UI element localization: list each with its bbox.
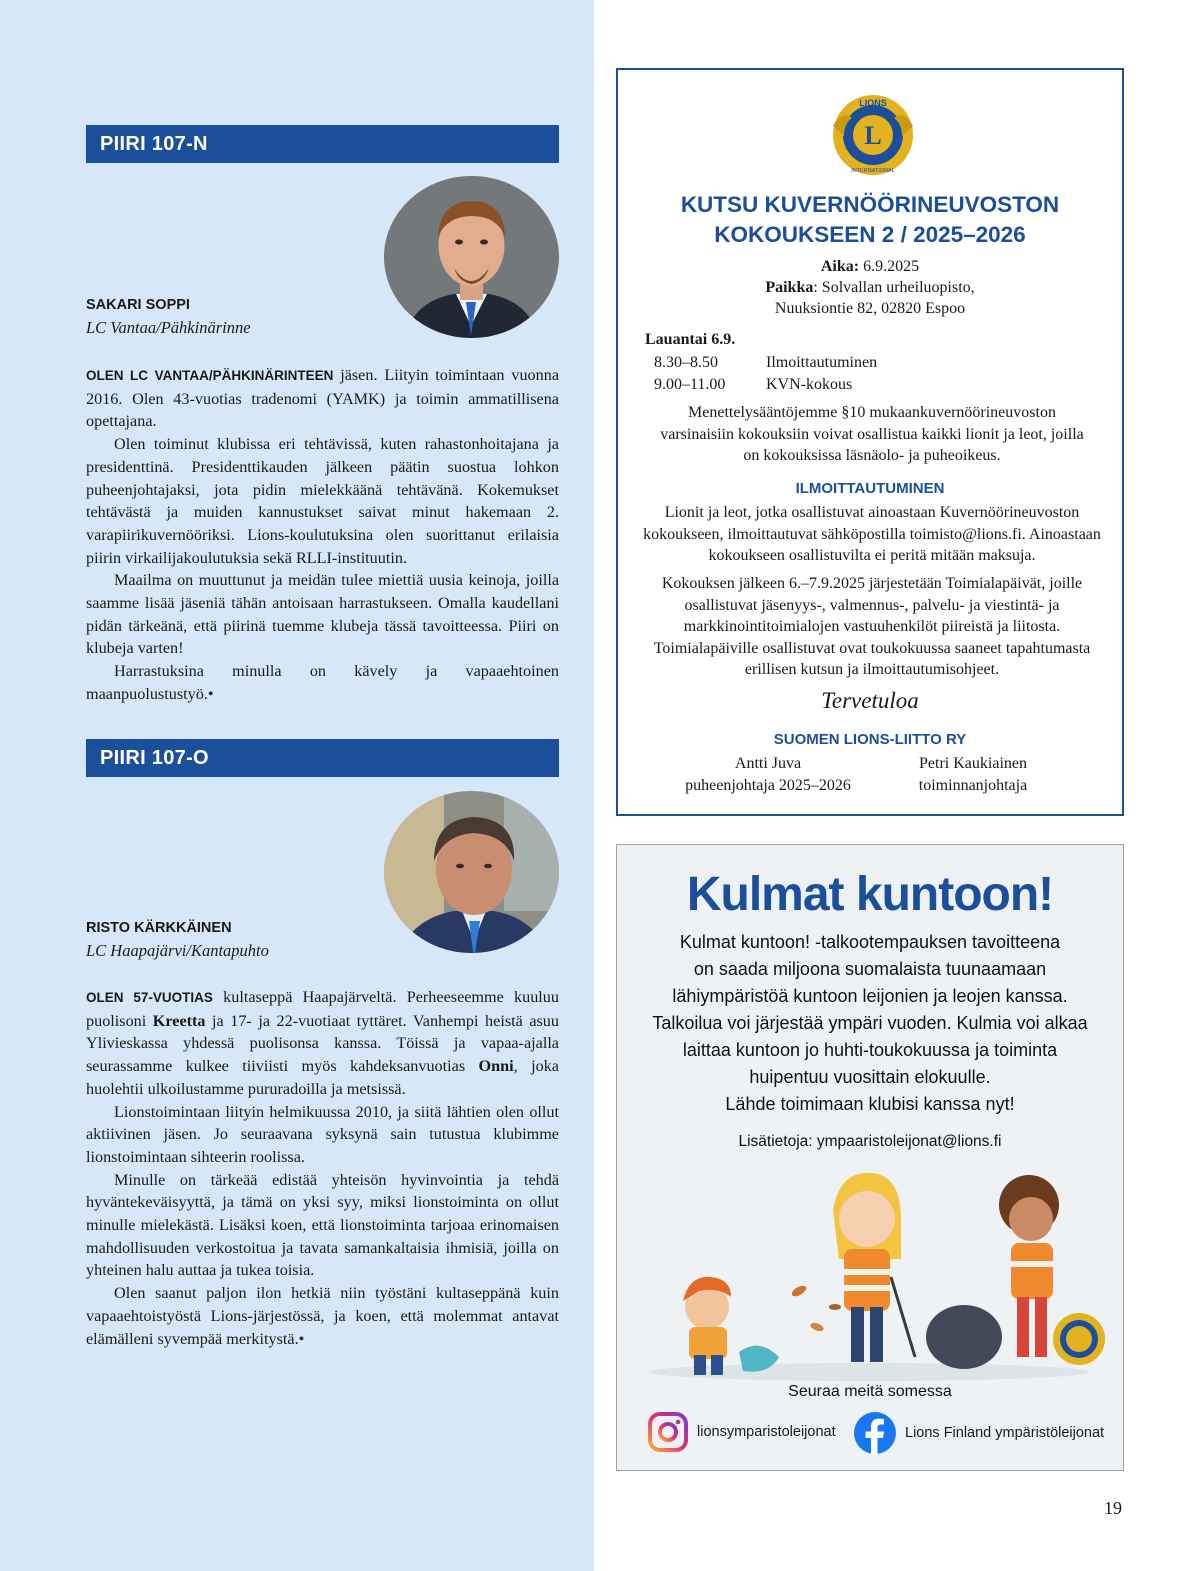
person-club-risto-karkkainen: LC Haapajärvi/Kantapuhto [86, 941, 269, 960]
facebook-handle: Lions Finland ympäristöleijonat [905, 1425, 1105, 1441]
schedule-time: 9.00–11.00 [654, 375, 726, 393]
section-bar-piiri-107-n: PIIRI 107-N [86, 125, 559, 163]
registration-heading: ILMOITTAUTUMINEN [795, 480, 945, 497]
campaign-line: on saada miljoona suomalaista tuunaamaan [693, 959, 1047, 979]
meeting-date [618, 256, 1122, 278]
instagram-link[interactable] [647, 1411, 836, 1453]
meeting-address: Nuuksiontie 82, 02820 Espoo [774, 300, 966, 317]
signature-name: Petri Kaukiainen [919, 755, 1027, 772]
schedule-time: 8.30–8.50 [654, 354, 718, 371]
signature-chair [658, 753, 878, 797]
article-text: ja 17- ja 22-vuotiaat tyttäret. Vanhempi heistä asuu Ylivieskassa yhdessä puolisonsa kanssa. Töissä ja vapaa-ajalla seurassamme kulkee tiiviisti myös kahdeksanvuotias [86, 1011, 559, 1076]
article-paragraph: Maailma on muuttunut ja meidän tulee miettiä uusia keinoja, joilla saamme lisää jäseniä tähän antoisaan harrastukseen. Omalla kaudellani pidän tärkeänä, että piirinä tuemme klubeja tässä tavoitteessa. Piiri on klubeja varten! [86, 571, 559, 658]
article-name-onni: Onni [478, 1057, 514, 1076]
article-paragraph [86, 364, 559, 433]
person-name-risto-karkkainen: RISTO KÄRKKÄINEN [86, 920, 232, 936]
svg-text:INTERNATIONAL: INTERNATIONAL [851, 168, 895, 174]
campaign-info-email[interactable]: Lisätietoja: ympaaristoleijonat@lions.fi [738, 1133, 1002, 1150]
date-label: Aika: [820, 258, 860, 275]
campaign-box [616, 844, 1124, 1471]
campaign-title: Kulmat kuntoon! [686, 868, 1054, 921]
meeting-place [618, 277, 1122, 299]
campaign-line: laittaa kuntoon jo huhti-toukokuussa ja toiminta [682, 1040, 1058, 1060]
person-name-sakari-soppi: SAKARI SOPPI [86, 297, 190, 313]
svg-text:LIONS: LIONS [859, 98, 887, 108]
signature-director [888, 753, 1058, 797]
place-label: Paikka [765, 279, 814, 296]
article-text: jäsen. Liityin toimintaan vuonna 2016. Olen 43-vuotias tradenomi (YAMK) ja toimin ammatillisena opettajana. [86, 366, 560, 431]
date-value: 6.9.2025 [859, 258, 920, 275]
lions-logo-icon [830, 92, 916, 178]
place-value: : Solvallan urheiluopisto, [813, 279, 975, 296]
article-lead: OLEN LC VANTAA/PÄHKINÄRINTEEN [86, 368, 334, 383]
after-meeting-text: Kokouksen jälkeen 6.–7.9.2025 järjestetään Toimialapäivät, joille osallistuvat jäsenyys-, valmennus-, palvelu- ja viestintä- ja markkinointitoimialojen vastuuhenkilöt piireistä ja liitosta. Toimialapäiville osallistuvat ovat toukokuussa saaneet tapahtumasta erillisen kutsun ja ilmoittautumisohjeet. [653, 575, 1091, 678]
section-bar-piiri-107-o: PIIRI 107-O [86, 739, 559, 777]
invitation-box [616, 68, 1124, 816]
portrait-risto-karkkainen [384, 791, 559, 953]
article-sakari-soppi [86, 364, 559, 706]
organization-name: SUOMEN LIONS-LIITTO RY [773, 731, 967, 748]
invitation-title-line-1: KUTSU KUVERNÖÖRINEUVOSTON [680, 192, 1060, 217]
signature-name: Antti Juva [734, 755, 802, 772]
article-paragraph [86, 986, 559, 1101]
instagram-handle: lionsymparistoleijonat [697, 1424, 836, 1440]
article-text: , joka huolehtii ulkoilustamme pururadoilla ja metsissä. [86, 1057, 559, 1098]
svg-text:L: L [864, 121, 882, 150]
schedule-item: Ilmoittautuminen [766, 354, 878, 371]
invitation-title-line-2: KOKOUKSEEN 2 / 2025–2026 [714, 222, 1026, 247]
rules-text: Menettelysääntöjemme §10 mukaankuvernöörineuvoston varsinaisiin kokouksiin voivat osallistua kaikki lionit ja leot, joilla on kokouksissa läsnäolo- ja puheoikeus. [660, 404, 1084, 464]
article-lead: OLEN 57-VUOTIAS [86, 990, 213, 1005]
left-column [0, 0, 594, 1571]
campaign-line: Lähde toimimaan klubisi kanssa nyt! [725, 1094, 1015, 1114]
article-paragraph: Olen toiminut klubissa eri tehtävissä, kuten rahastonhoitajana ja presidenttinä. Presidenttikauden jälkeen päätin suostua lohkon puheenjohtajaksi, jota pidin mielekkäänä tehtävänä. Kokemukset tehtävästä ja muiden kannustukset saivat minut hakemaan 2. varapiirikuvernööriksi. Lions-koulutuksina olen suorittanut erilaisia piirin virkailijakoulutuksia sekä RLLI-instituutin. [86, 435, 559, 567]
article-paragraph: Olen saanut paljon ilon hetkiä niin työstäni kultaseppänä kuin vapaaehtoistyöstä Lions-järjestössä, ja koen, että molemmat antavat elämälleni syvempää merkitystä.• [86, 1284, 559, 1348]
signature-title: puheenjohtaja 2025–2026 [685, 777, 851, 794]
page-number: 19 [1104, 1498, 1122, 1518]
campaign-line: Talkoilua voi järjestää ympäri vuoden. Kulmia voi alkaa [652, 1013, 1088, 1033]
instagram-icon [647, 1411, 689, 1453]
article-text: kultaseppä Haapajärveltä. Perheeseemme kuuluu puolisoni [86, 988, 559, 1030]
article-risto-karkkainen [86, 986, 559, 1350]
facebook-icon [853, 1411, 897, 1455]
registration-text: Lionit ja leot, jotka osallistuvat ainoastaan Kuvernöörineuvoston kokoukseen, ilmoittautuvat sähköpostilla toimisto@lions.fi. Ainoastaan kokoukseen osallistuvilta ei peritä mitään maksuja. [643, 504, 1101, 564]
welcome-text: Tervetuloa [821, 688, 919, 713]
person-club-sakari-soppi: LC Vantaa/Pähkinärinne [86, 318, 251, 337]
campaign-line: huipentuu vuosittain elokuulle. [749, 1067, 991, 1087]
schedule-row [654, 374, 877, 396]
schedule-row [654, 352, 877, 374]
volunteers-illustration [639, 1157, 1109, 1382]
portrait-sakari-soppi [384, 176, 559, 338]
article-paragraph: Minulle on tärkeää edistää yhteisön hyvinvointia ja tehdä hyväntekeväisyyttä, ja tämä on yksi syy, miksi lionstoiminta on ollut minulle mielekästä. Lisäksi koen, että lionstoiminta tarjoaa erinomaisen mahdollisuuden verkostoitua ja tavata samankaltaisia ihmisiä, joilla on yhteinen halu auttaa ja tukea toisia. [86, 1170, 559, 1280]
campaign-line: lähiympäristöä kuntoon leijonien ja leojen kanssa. [672, 986, 1068, 1006]
campaign-line: Kulmat kuntoon! -talkootempauksen tavoitteena [679, 932, 1061, 952]
schedule-list [654, 352, 877, 395]
article-name-kreetta: Kreetta [152, 1011, 206, 1030]
article-paragraph: Lionstoimintaan liityin helmikuussa 2010, ja siitä lähtien olen ollut aktiivinen jäsen. Jo seuraavana syksynä sain tutustua klubimme lionstoimintaan sihteerin roolissa. [86, 1102, 559, 1166]
article-paragraph: Harrastuksina minulla on kävely ja vapaaehtoinen maanpuolustustyö.• [86, 662, 559, 703]
schedule-day-heading: Lauantai 6.9. [645, 331, 736, 348]
follow-us-text: Seuraa meitä somessa [788, 1383, 952, 1400]
facebook-link[interactable] [853, 1411, 1104, 1455]
schedule-item: KVN-kokous [766, 375, 853, 393]
signature-title: toiminnanjohtaja [918, 777, 1028, 794]
